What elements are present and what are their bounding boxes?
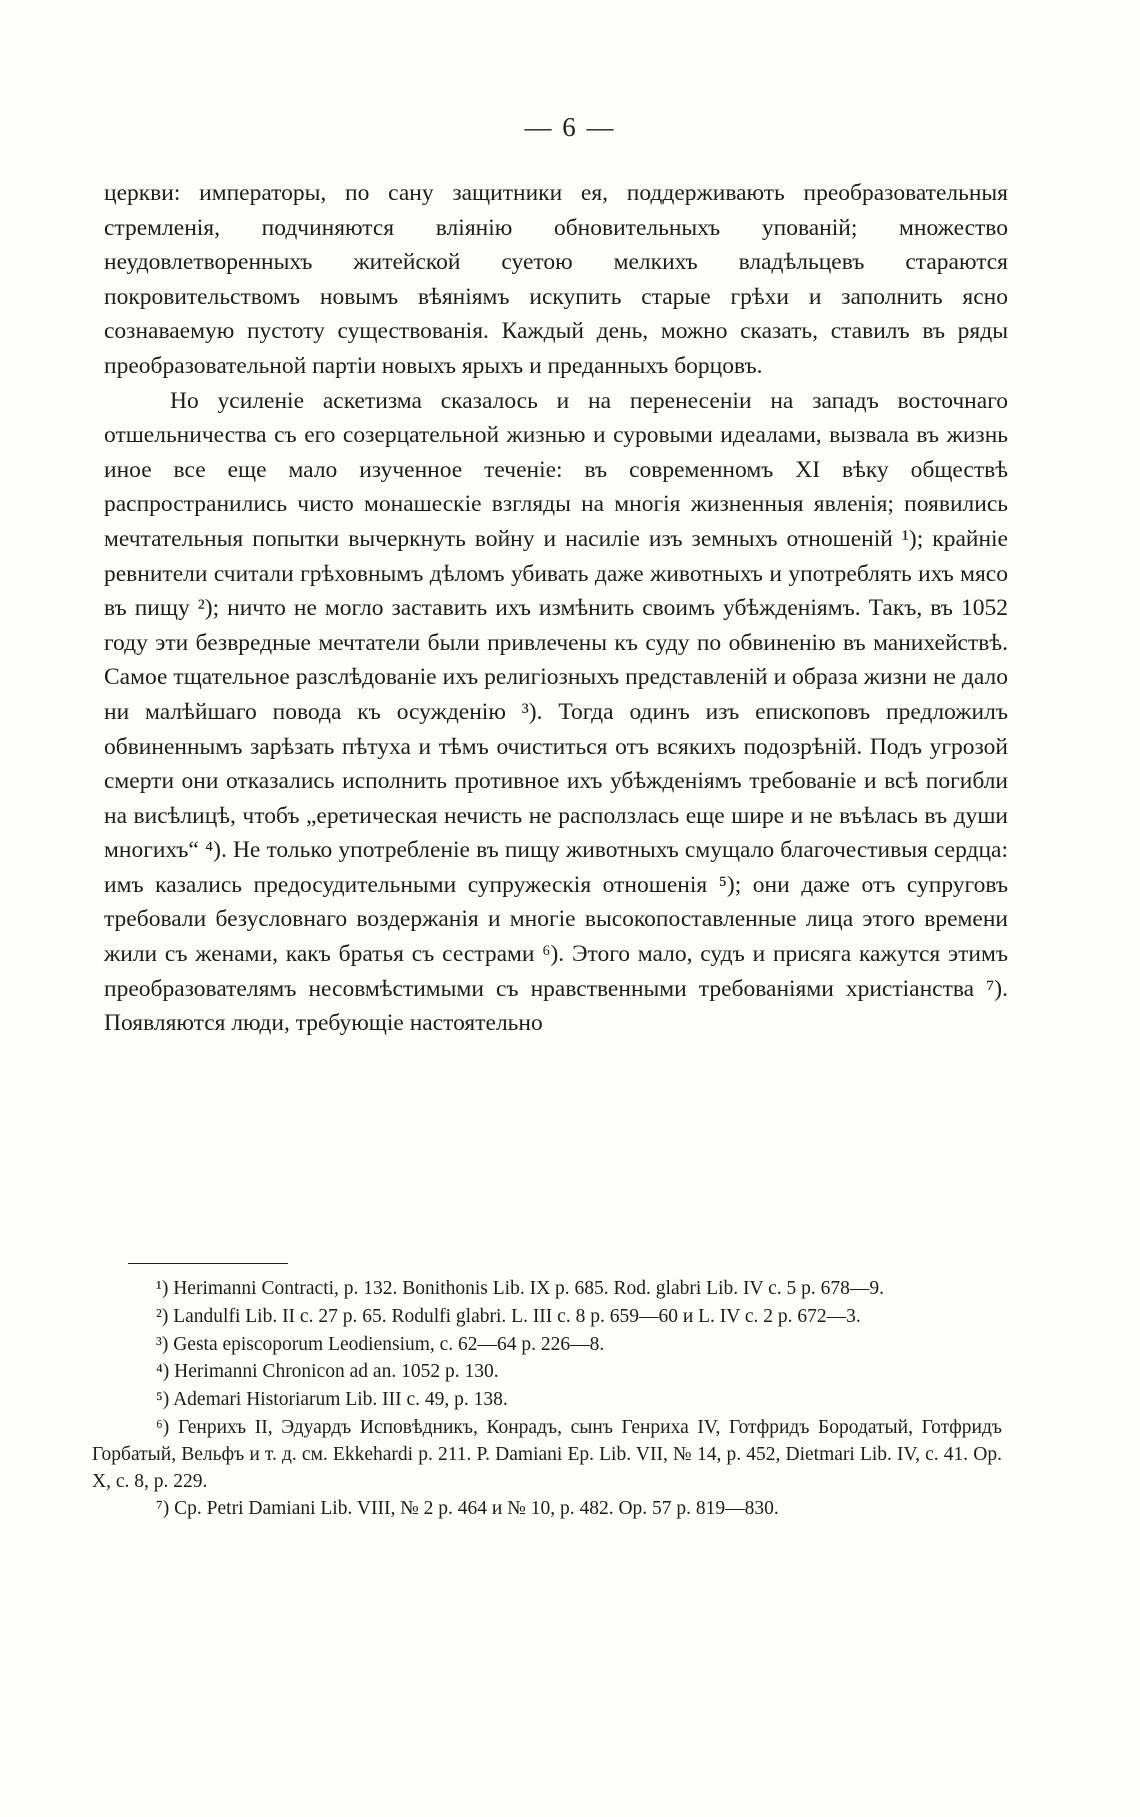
footnote: ⁶) Генрихъ II, Эдуардъ Исповѣдникъ, Конрадъ, сынъ Генриха IV, Готфридъ Бородатый, Готфридъ Горбатый, Вельфъ и т. д. см. Ekkehardi p. 211. P. Damiani Ep. Lib. VII, № 14, p. 452, Dietmari Lib. IV, c. 41. Op. X, c. 8, p. 229. — [92, 1416, 1002, 1492]
footnote-divider — [128, 1263, 288, 1264]
page-number: — 6 — — [524, 112, 616, 142]
footnote: ²) Landulfi Lib. II c. 27 p. 65. Rodulfi glabri. L. III c. 8 p. 659—60 и L. IV c. 2 p. 672—3. — [156, 1305, 861, 1327]
paragraph: Но усиленіе аскетизма сказалось и на перенесеніи на западъ восточнаго отшельничества съ его созерцательной жизнью и суровыми идеалами, вызвала въ жизнь иное все еще мало изученное теченіе: въ современномъ XI вѣку обществѣ распространились чисто монашескіе взгляды на многія жизненныя явленія; появились мечтательныя попытки вычеркнуть войну и насиліе изъ земныхъ отношеній ¹); крайніе ревнители считали грѣховнымъ дѣломъ убивать даже животныхъ и употреблять ихъ мясо въ пищу ²); ничто не могло заставить ихъ измѣнить своимъ убѣжденіямъ. Такъ, въ 1052 году эти безвредные мечтатели были привлечены къ суду по обвиненію въ манихействѣ. Самое тщательное разслѣдованіе ихъ религіозныхъ представленій и образа жизни не дало ни малѣйшаго повода къ осужденію ³). Тогда одинъ изъ епископовъ предложилъ обвиненнымъ зарѣзать пѣтуха и тѣмъ очиститься отъ всякихъ подозрѣній. Подъ угрозой смерти они отказались исполнить противное ихъ убѣжденіямъ требованіе и всѣ погибли на висѣлицѣ, чтобъ „еретическая нечисть не расползлась еще шире и не въѣлась въ души многихъ“ ⁴). Не только употребленіе въ пищу животныхъ смущало благочестивыя сердца: имъ казались предосудительными супружескія отношенія ⁵); они даже отъ супруговъ требовали безусловнаго воздержанія и многіе высокопоставленные лица этого времени жили съ женами, какъ братья съ сестрами ⁶). Этого мало, судъ и присяга кажутся этимъ преобразователямъ несовмѣстимыми съ нравственными требованіями христіанства ⁷). Появляются люди, требующіе настоятельно — [104, 387, 1008, 1037]
paragraph: церкви: императоры, по сану защитники ея, поддерживають преобразовательныя стремленія, подчиняются вліянію обновительныхъ упованій; множество неудовлетворенныхъ житейской суетою мелкихъ владѣльцевъ стараются покровительствомъ новымъ вѣяніямъ искупить старые грѣхи и заполнить ясно сознаваемую пустоту существованія. Каждый день, можно сказать, ставилъ въ ряды преобразовательной партіи новыхъ ярыхъ и преданныхъ борцовъ. — [104, 180, 1008, 379]
footnote: ¹) Herimanni Contracti, p. 132. Bonithonis Lib. IX p. 685. Rod. glabri Lib. IV c. 5 p. 678—9. — [156, 1278, 884, 1299]
footnotes — [92, 1276, 1002, 1524]
footnote: ³) Gesta episcoporum Leodiensium, c. 62—64 p. 226—8. — [156, 1333, 605, 1355]
footnote: ⁷) Cp. Petri Damiani Lib. VIII, № 2 p. 464 и № 10, p. 482. Op. 57 p. 819—830. — [156, 1498, 779, 1520]
main-text — [104, 176, 1008, 1041]
footnote: ⁴) Herimanni Chronicon ad an. 1052 p. 130. — [156, 1361, 499, 1383]
footnote: ⁵) Ademari Historiarum Lib. III c. 49, p. 138. — [156, 1389, 508, 1411]
